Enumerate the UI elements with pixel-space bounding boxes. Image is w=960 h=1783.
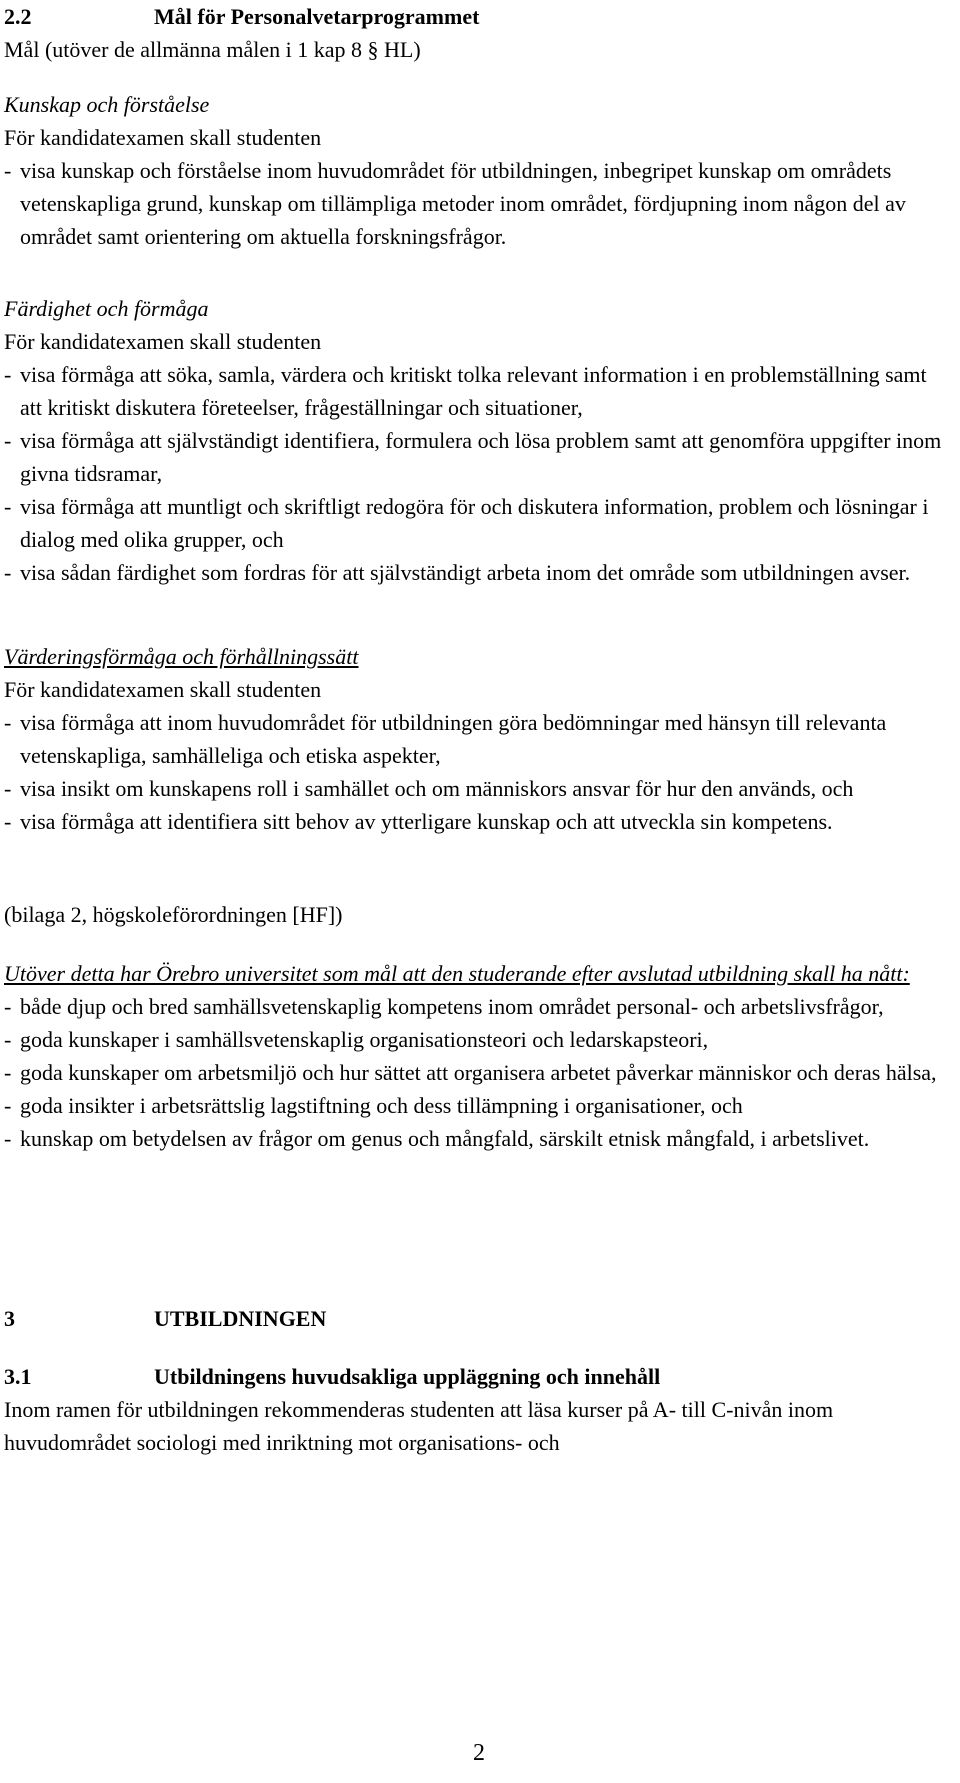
list-item: - visa förmåga att söka, samla, värdera och kritiskt tolka relevant information i en problemställning samt att kritiskt diskutera företeelser, frågeställningar och situationer, <box>4 358 954 424</box>
list-item: - goda kunskaper i samhällsvetenskaplig organisationsteori och ledarskapsteori, <box>4 1023 954 1056</box>
list-item: - visa förmåga att muntligt och skriftligt redogöra för och diskutera information, problem och lösningar i dialog med olika grupper, och <box>4 490 954 556</box>
source-note: (bilaga 2, högskoleförordningen [HF]) <box>4 902 343 927</box>
list-item: - visa förmåga att identifiera sitt behov av ytterligare kunskap och att utveckla sin kompetens. <box>4 805 954 838</box>
section-number: 3 <box>4 1306 15 1331</box>
section-2-2 <box>4 0 954 66</box>
vardering-block <box>4 640 954 838</box>
section-title: Utbildningens huvudsakliga uppläggning och innehåll <box>154 1364 661 1389</box>
list-item: - visa förmåga att självständigt identifiera, formulera och lösa problem samt att genomföra uppgifter inom givna tidsramar, <box>4 424 954 490</box>
section-title: Mål för Personalvetarprogrammet <box>154 4 480 29</box>
section-number: 3.1 <box>4 1364 32 1389</box>
section-3-1 <box>4 1360 954 1459</box>
section-heading <box>4 0 954 33</box>
section-3-heading <box>4 1302 954 1335</box>
list-item: - både djup och bred samhällsvetenskaplig kompetens inom området personal- och arbetslivsfrågor, <box>4 990 954 1023</box>
vardering-intro: För kandidatexamen skall studenten <box>4 677 322 702</box>
list-item: - goda insikter i arbetsrättslig lagstiftning och dess tillämpning i organisationer, och <box>4 1089 954 1122</box>
list-item: - visa förmåga att inom huvudområdet för utbildningen göra bedömningar med hänsyn till relevanta vetenskapliga, samhälleliga och etiska aspekter, <box>4 706 954 772</box>
section-heading <box>4 1360 954 1393</box>
kunskap-intro: För kandidatexamen skall studenten <box>4 125 322 150</box>
kunskap-list <box>4 154 954 253</box>
orebro-heading: Utöver detta har Örebro universitet som mål att den studerande efter avslutad utbildning skall ha nått: <box>4 961 910 986</box>
fardighet-intro: För kandidatexamen skall studenten <box>4 329 322 354</box>
fardighet-block <box>4 292 954 589</box>
orebro-list <box>4 990 954 1155</box>
page-number: 2 <box>473 1740 485 1766</box>
orebro-block <box>4 957 954 1155</box>
vardering-heading: Värderingsförmåga och förhållningssätt <box>4 644 359 669</box>
vardering-list <box>4 706 954 838</box>
section-subtitle: Mål (utöver de allmänna målen i 1 kap 8 § HL) <box>4 37 421 62</box>
list-item: - goda kunskaper om arbetsmiljö och hur sättet att organisera arbetet påverkar människor och deras hälsa, <box>4 1056 954 1089</box>
fardighet-heading: Färdighet och förmåga <box>4 296 209 321</box>
section-body: Inom ramen för utbildningen rekommenderas studenten att läsa kurser på A- till C-nivån inom huvudområdet sociologi med inriktning mot organisations- och <box>4 1397 834 1455</box>
list-item: - visa kunskap och förståelse inom huvudområdet för utbildningen, inbegripet kunskap om områdets vetenskapliga grund, kunskap om tillämpliga metoder inom området, fördjupning inom någon del av området samt orientering om aktuella forskningsfrågor. <box>4 154 954 253</box>
list-item: - visa sådan färdighet som fordras för att självständigt arbeta inom det område som utbildningen avser. <box>4 556 954 589</box>
section-title: UTBILDNINGEN <box>154 1306 327 1331</box>
list-item: - visa insikt om kunskapens roll i samhället och om människors ansvar för hur den används, och <box>4 772 954 805</box>
kunskap-heading: Kunskap och förståelse <box>4 92 210 117</box>
fardighet-list <box>4 358 954 589</box>
kunskap-block <box>4 88 954 253</box>
list-item: - kunskap om betydelsen av frågor om genus och mångfald, särskilt etnisk mångfald, i arbetslivet. <box>4 1122 954 1155</box>
section-number: 2.2 <box>4 4 32 29</box>
